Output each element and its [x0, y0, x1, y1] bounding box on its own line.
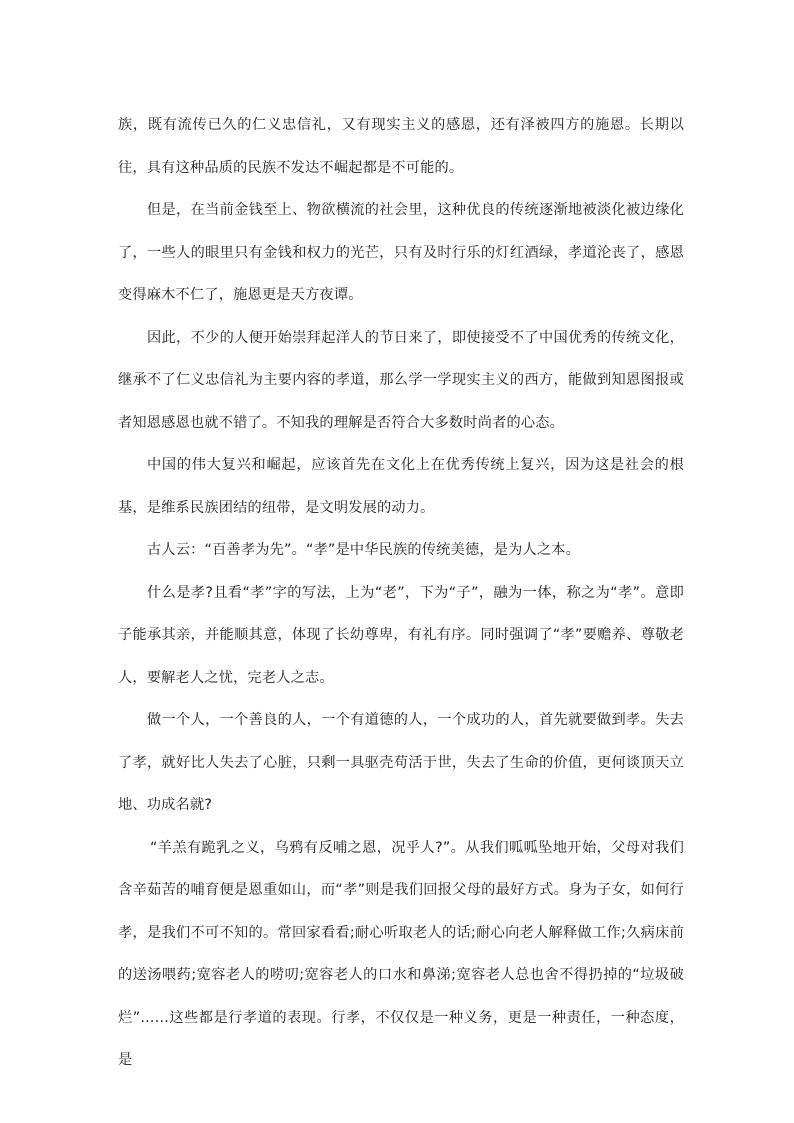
paragraph-1: 族，既有流传已久的仁义忠信礼，又有现实主义的感恩，还有泽被四方的施恩。长期以往，具有这种品质的民族不发达不崛起都是不可能的。	[118, 117, 684, 176]
paragraph-4: 中国的伟大复兴和崛起，应该首先在文化上在优秀传统上复兴，因为这是社会的根基，是维系民族团结的纽带，是文明发展的动力。	[118, 457, 684, 516]
paragraph-3: 因此，不少的人便开始崇拜起洋人的节日来了，即使接受不了中国优秀的传统文化，继承不了仁义忠信礼为主要内容的孝道，那么学一学现实主义的西方，能做到知恩图报或者知恩感恩也就不错了。不知我的理解是否符合大多数时尚者的心态。	[118, 329, 684, 431]
paragraph-2: 但是，在当前金钱至上、物欲横流的社会里，这种优良的传统逐渐地被淡化被边缘化了，一些人的眼里只有金钱和权力的光芒，只有及时行乐的灯红酒绿，孝道沦丧了，感恩变得麻木不仁了，施恩更是天方夜谭。	[118, 202, 684, 303]
document-body	[118, 104, 684, 1082]
paragraph-6: 什么是孝?且看“孝”字的写法，上为“老”，下为“子”，融为一体，称之为“孝”。意即子能承其亲，并能顺其意，体现了长幼尊卑，有礼有序。同时强调了“孝”要赡养、尊敬老人，要解老人之忧，完老人之志。	[118, 584, 684, 686]
paragraph-5: 古人云：“百善孝为先”。“孝”是中华民族的传统美德，是为人之本。	[147, 542, 581, 558]
paragraph-8: “羊羔有跪乳之义，乌鸦有反哺之恩，况乎人?”。从我们呱呱坠地开始，父母对我们含辛茹苦的哺育便是恩重如山，而“孝”则是我们回报父母的最好方式。身为子女，如何行孝，是我们不可不知的。常回家看看;耐心听取老人的话;耐心向老人解释做工作;久病床前的送汤喂药;宽容老人的唠叨;宽容老人的口水和鼻涕;宽容老人总也舍不得扔掉的“垃圾破烂”……这些都是行孝道的表现。行孝，不仅仅是一种义务，更是一种责任，一种态度，是	[118, 839, 684, 1068]
paragraph-7: 做一个人，一个善良的人，一个有道德的人，一个成功的人，首先就要做到孝。失去了孝，就好比人失去了心脏，只剩一具驱壳苟活于世，失去了生命的价值，更何谈顶天立地、功成名就?	[118, 712, 684, 813]
